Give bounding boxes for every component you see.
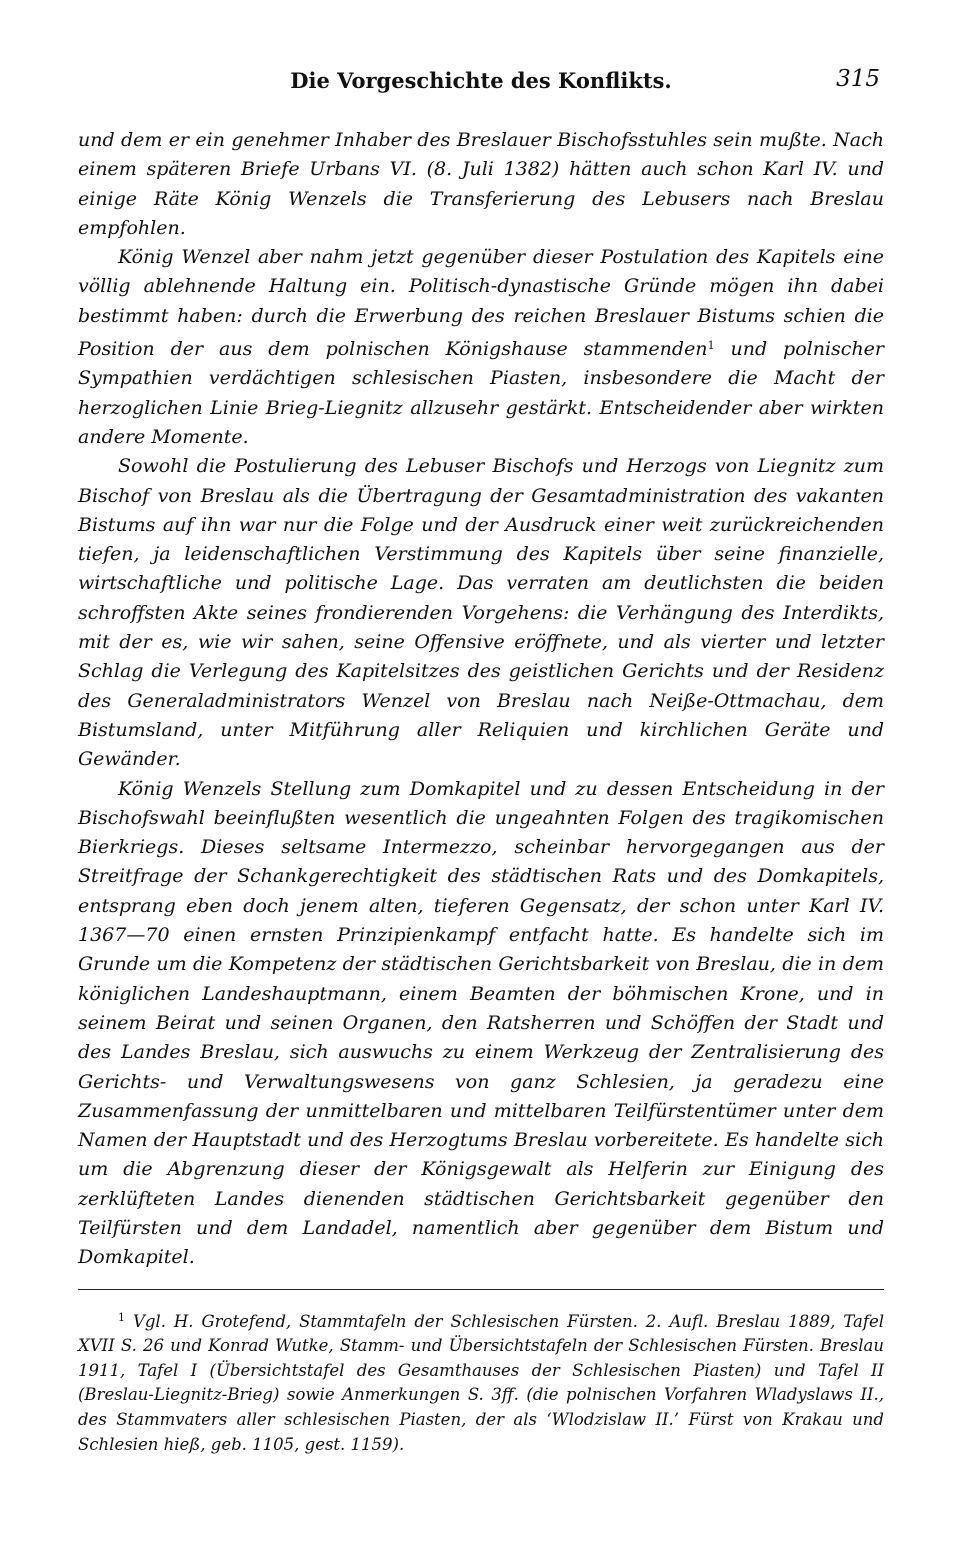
footnote-reference: 1 (707, 339, 715, 353)
paragraph-wenzel-attitude (78, 243, 884, 452)
footnote-text: Vgl. H. Grotefend, Stammtafeln der Schlesischen Fürsten. 2. Aufl. Breslau 1889, Tafel XVII S. 26 und Konrad Wutke, Stamm- und Übersichtstafeln der Schlesischen Fürsten. Breslau 1911, Tafel I (Übersichtstafel des Gesamthauses der Schlesischen Piasten) und Tafel II (Breslau-Liegnitz-Brieg) sowie Anmerkungen S. 3ff. (die polnischen Vorfahren Wladyslaws II., des Stammvaters aller schlesischen Piasten, der als ‘Wlodzislaw II.’ Fürst von Krakau und Schlesien hieß, geb. 1105, gest. 1159). (78, 1311, 885, 1454)
book-page (78, 68, 884, 1457)
paragraph-text: König Wenzel aber nahm jetzt gegenüber dieser Postulation des Kapitels eine völlig ablehnende Haltung ein. Politisch-dynastische Gründe mögen ihn dabei bestimmt haben: durch die Erwerbung des reichen Breslauer Bistums schien die Position der aus dem polnischen Königshause stammenden (78, 246, 884, 361)
footnote-divider (78, 1289, 884, 1290)
paragraph-text: und polnischer Sympathien verdächtigen schlesischen Piasten, insbesondere die Macht der herzoglichen Linie Brieg-Liegnitz allzusehr gestärkt. Entscheidender aber wirkten andere Momente. (78, 338, 885, 448)
page-number: 315 (836, 66, 880, 92)
paragraph-bierkrieg: König Wenzels Stellung zum Domkapitel und zu dessen Entscheidung in der Bischofswahl beeinflußten wesentlich die ungeahnten Folgen des tragikomischen Bierkriegs. Dieses seltsame Intermezzo, scheinbar hervorgegangen aus der Streitfrage der Schankgerechtigkeit des städtischen Rats und des Domkapitels, entsprang eben doch jenem alten, tieferen Gegensatz, der schon unter Karl IV. 1367—70 einen ernsten Prinzipienkampf entfacht hatte. Es handelte sich im Grunde um die Kompetenz der städtischen Gerichtsbarkeit von Breslau, die in dem königlichen Landeshauptmann, einem Beamten der böhmischen Krone, und in seinem Beirat und seinen Organen, den Ratsherren und Schöffen der Stadt und des Landes Breslau, sich auswuchs zu einem Werkzeug der Zentralisierung des Gerichts- und Verwaltungswesens von ganz Schlesien, ja geradezu eine Zusammenfassung der unmittelbaren und mittelbaren Teilfürstentümer unter dem Namen der Hauptstadt und des Herzogtums Breslau vorbereitete. Es handelte sich um die Abgrenzung dieser der Königsgewalt als Helferin zur Einigung des zerklüfteten Landes dienenden städtischen Gerichtsbarkeit gegenüber den Teilfürsten und dem Landadel, namentlich aber gegenüber dem Bistum und Domkapitel. (78, 777, 884, 1269)
main-text (78, 126, 884, 1273)
paragraph-continuation: und dem er ein genehmer Inhaber des Breslauer Bischofsstuhles sein mußte. Nach einem späteren Briefe Urbans VI. (8. Juli 1382) hätten auch schon Karl IV. und einige Räte König Wenzels die Transferierung des Lebusers nach Breslau empfohlen. (78, 129, 884, 239)
paragraph-postulation: Sowohl die Postulierung des Lebuser Bischofs und Herzogs von Liegnitz zum Bischof von Breslau als die Übertragung der Gesamtadministration des vakanten Bistums auf ihn war nur die Folge und der Ausdruck einer weit zurückreichenden tiefen, ja leidenschaftlichen Verstimmung des Kapitels über seine finanzielle, wirtschaftliche und politische Lage. Das verraten am deutlichsten die beiden schroffsten Akte seines frondierenden Vorgehens: die Verhängung des Interdikts, mit der es, wie wir sahen, seine Offensive eröffnete, und als vierter und letzter Schlag die Verlegung des Kapitelsitzes des geistlichen Gerichts und der Residenz des Generaladministrators Wenzel von Breslau nach Neiße-Ottmachau, dem Bistumsland, unter Mitführung aller Reliquien und kirchlichen Geräte und Gewänder. (78, 455, 884, 771)
running-head (78, 68, 884, 102)
footnote (78, 1306, 884, 1458)
footnote-marker: 1 (118, 1310, 125, 1324)
chapter-title: Die Vorgeschichte des Konflikts. (290, 68, 672, 93)
